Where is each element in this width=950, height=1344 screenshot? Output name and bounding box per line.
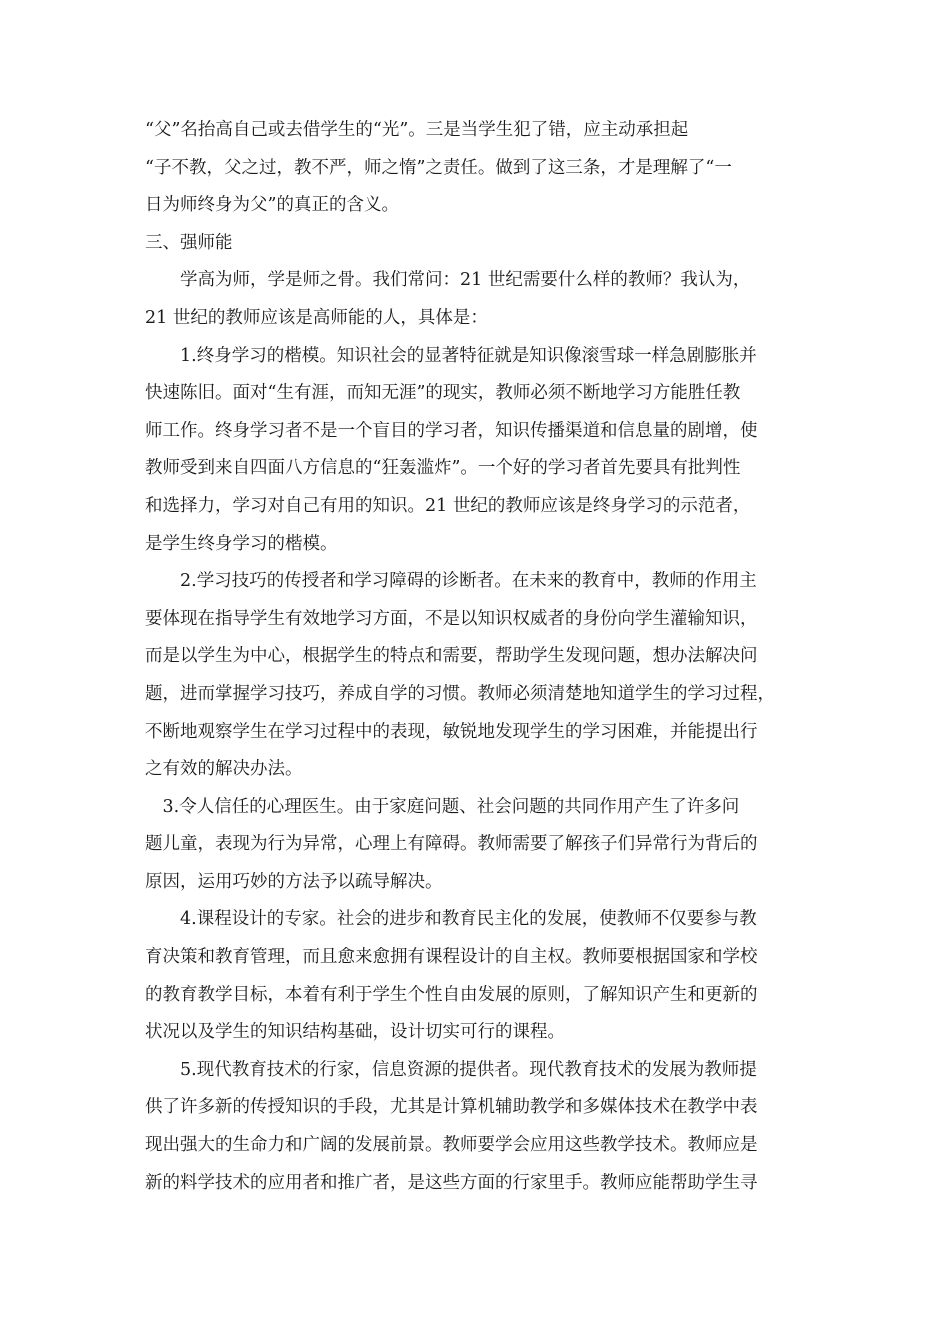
text-line: 题儿童，表现为行为异常，心理上有障碍。教师需要了解孩子们异常行为背后的: [145, 834, 758, 855]
text-line: 和选择力，学习对自己有用的知识。21 世纪的教师应该是终身学习的示范者，: [145, 495, 751, 516]
text-line: 原因，运用巧妙的方法予以疏导解决。: [145, 871, 443, 892]
text-line: 2.学习技巧的传授者和学习障碍的诊断者。在未来的教育中，教师的作用主: [145, 571, 757, 592]
text-line: 是学生终身学习的楷模。: [145, 533, 338, 554]
text-line: 的教育教学目标，本着有利于学生个性自由发展的原则，了解知识产生和更新的: [145, 984, 758, 1005]
section-heading: 三、强师能: [145, 232, 233, 253]
text-line: 不断地观察学生在学习过程中的表现，敏锐地发现学生的学习困难，并能提出行: [145, 721, 758, 742]
text-line: 题，进而掌握学习技巧，养成自学的习惯。教师必须清楚地知道学生的学习过程，: [145, 683, 775, 704]
text-line: 而是以学生为中心，根据学生的特点和需要，帮助学生发现问题，想办法解决问: [145, 646, 758, 667]
text-line: “父”名抬高自己或去借学生的“光”。三是当学生犯了错，应主动承担起: [145, 120, 689, 140]
text-line: 学高为师，学是师之骨。我们常问：21 世纪需要什么样的教师？我认为，: [145, 270, 751, 291]
text-line: 育决策和教育管理，而且愈来愈拥有课程设计的自主权。教师要根据国家和学校: [145, 947, 758, 968]
text-line: 1.终身学习的楷模。知识社会的显著特征就是知识像滚雪球一样急剧膨胀并: [145, 345, 757, 366]
text-line: 日为师终身为父”的真正的含义。: [145, 195, 399, 216]
text-line: 供了许多新的传授知识的手段，尤其是计算机辅助教学和多媒体技术在教学中表: [145, 1097, 758, 1118]
text-line: 4.课程设计的专家。社会的进步和教育民主化的发展，使教师不仅要参与教: [145, 909, 757, 930]
text-line: 5.现代教育技术的行家，信息资源的提供者。现代教育技术的发展为教师提: [145, 1059, 757, 1080]
text-line: 状况以及学生的知识结构基础，设计切实可行的课程。: [145, 1022, 565, 1043]
text-line: 要体现在指导学生有效地学习方面，不是以知识权威者的身份向学生灌输知识，: [145, 608, 758, 629]
text-line: 师工作。终身学习者不是一个盲目的学习者，知识传播渠道和信息量的剧增，使: [145, 420, 758, 441]
text-line: 之有效的解决办法。: [145, 759, 303, 780]
text-line: 新的料学技术的应用者和推广者，是这些方面的行家里手。教师应能帮助学生寻: [145, 1172, 758, 1193]
text-line: 教师受到来自四面八方信息的“狂轰滥炸”。一个好的学习者首先要具有批判性: [145, 458, 741, 479]
body-text: [145, 112, 805, 1202]
text-line: 快速陈旧。面对“生有涯，而知无涯”的现实，教师必须不断地学习方能胜任教: [145, 383, 741, 404]
text-line: 21 世纪的教师应该是高师能的人，具体是：: [145, 307, 488, 328]
text-line: 现出强大的生命力和广阔的发展前景。教师要学会应用这些教学技术。教师应是: [145, 1135, 758, 1156]
text-line: 3.令人信任的心理医生。由于家庭问题、社会问题的共同作用产生了许多问: [145, 796, 740, 817]
text-line: “子不教，父之过，教不严，师之惰”之责任。做到了这三条，才是理解了“一: [145, 157, 732, 178]
